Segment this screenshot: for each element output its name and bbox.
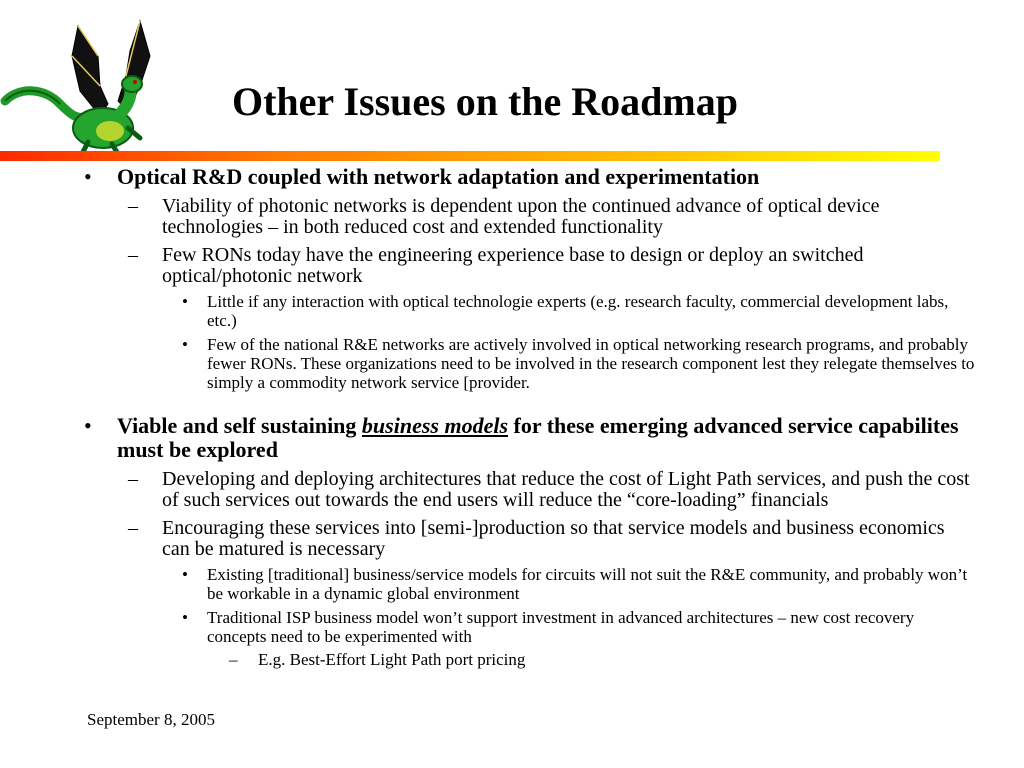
bullet-level2	[0, 469, 972, 511]
bullet-level1	[0, 165, 987, 189]
bullet-level3	[0, 608, 977, 646]
dragon-icon	[0, 16, 160, 156]
bullet-text: Encouraging these services into [semi-]production so that service models and business economics can be matured is necessary	[162, 517, 945, 560]
bullet-level2	[0, 196, 972, 238]
bullet-level3	[0, 292, 977, 330]
bullet-text-before: Viable and self sustaining	[117, 413, 362, 438]
title-divider	[0, 151, 940, 161]
bullet-level2	[0, 518, 972, 560]
bullet-text-after: for these emerging advanced service capabilites must be explored	[117, 413, 959, 462]
bullet-dot-icon: •	[182, 335, 188, 354]
bullet-dot-icon: •	[84, 413, 92, 438]
bullet-level4	[0, 650, 978, 669]
bullet-level3	[0, 565, 977, 603]
bullet-text: Existing [traditional] business/service models for circuits will not suit the R&E community, and probably won’t be workable in a dynamic global environment	[207, 565, 968, 603]
bullet-dot-icon: •	[182, 292, 188, 311]
bullet-text: Optical R&D coupled with network adaptation and experimentation	[117, 164, 760, 189]
bullet-dash-icon: –	[128, 468, 138, 490]
bullet-level2	[0, 245, 972, 287]
business-models-emphasis: business models	[361, 413, 509, 438]
bullet-text: Few RONs today have the engineering experience base to design or deploy an switched optical/photonic network	[162, 244, 864, 287]
bullet-text: E.g. Best-Effort Light Path port pricing	[258, 650, 526, 669]
bullet-text: Developing and deploying architectures that reduce the cost of Light Path services, and push the cost of such services out towards the end users will reduce the “core-loading” financials	[162, 468, 970, 511]
bullet-level1	[0, 414, 987, 462]
slide-title: Other Issues on the Roadmap	[232, 79, 738, 124]
bullet-text: Few of the national R&E networks are actively involved in optical networking research programs, and probably fewer RONs. These organizations need to be involved in the research component lest they relegate themselves to simply a commodity network service [provider.	[207, 335, 975, 392]
bullet-text: Little if any interaction with optical technologie experts (e.g. research faculty, commercial development labs, etc.)	[207, 292, 949, 330]
bullet-text: Traditional ISP business model won’t support investment in advanced architectures – new cost recovery concepts need to be experimented with	[207, 608, 915, 646]
bullet-dash-icon: –	[128, 195, 138, 217]
bullet-level3	[0, 335, 977, 392]
bullet-dash-icon: –	[229, 650, 238, 669]
bullet-text: Viability of photonic networks is dependent upon the continued advance of optical device technologies – in both reduced cost and extended functionality	[162, 195, 880, 238]
bullet-dot-icon: •	[182, 565, 188, 584]
bullet-dot-icon: •	[182, 608, 188, 627]
bullet-dash-icon: –	[128, 517, 138, 539]
slide-body	[0, 165, 1024, 669]
footer-date: September 8, 2005	[87, 710, 215, 729]
bullet-dash-icon: –	[128, 244, 138, 266]
bullet-dot-icon: •	[84, 164, 92, 189]
